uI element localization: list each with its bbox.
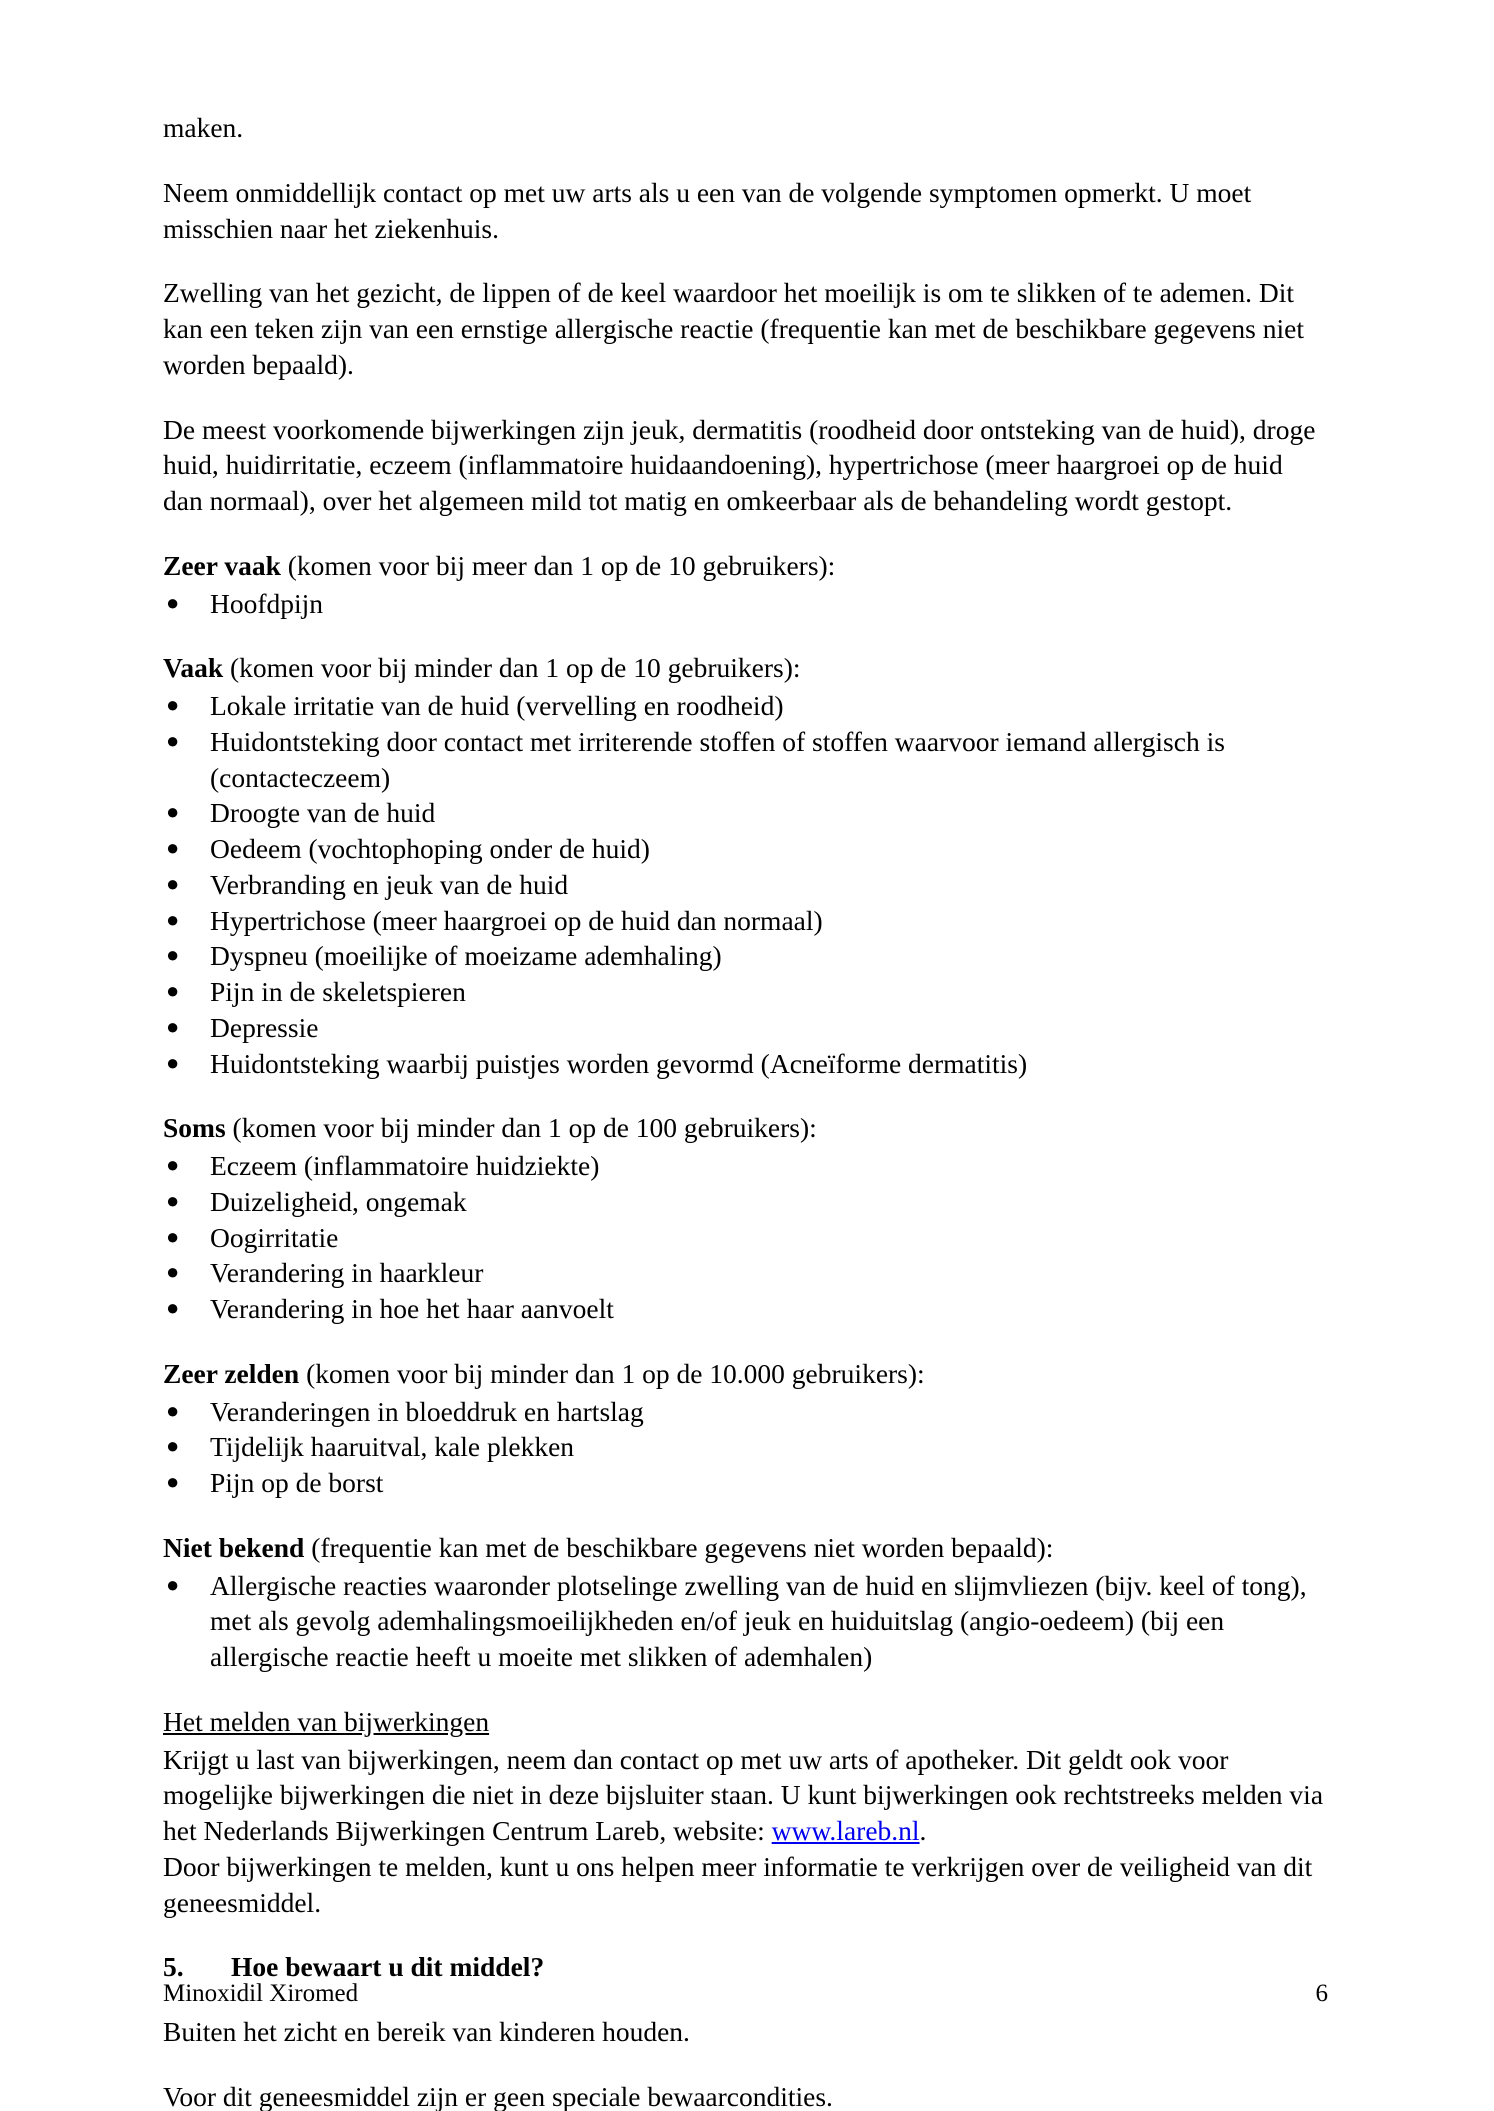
list-item-label: Oedeem (vochtophoping onder de huid) [210, 833, 650, 864]
list-item-label: Depressie [210, 1011, 319, 1043]
list-item [163, 1010, 1328, 1046]
frequency-list-zeer-zelden [163, 1394, 1328, 1501]
bullet-icon: ● [166, 1571, 180, 1597]
reporting-closing-paragraph: Door bijwerkingen te melden, kunt u ons helpen meer informatie te verkrijgen over de veiligheid van dit geneesmiddel. [163, 1850, 1313, 1918]
bullet-icon: ● [166, 1397, 180, 1423]
frequency-title: Zeer zelden [163, 1357, 300, 1389]
frequency-heading-niet-bekend [163, 1530, 1328, 1566]
bullet-icon: ● [166, 1433, 180, 1459]
list-item-label: Hypertrichose (meer haargroei op de huid dan normaal) [210, 904, 823, 936]
paragraph-urgent-contact: Neem onmiddellijk contact op met uw arts als u een van de volgende symptomen opmerkt. U moet misschien naar het ziekenhuis. [163, 176, 1252, 244]
storage-paragraph-1: Buiten het zicht en bereik van kinderen houden. [163, 2016, 690, 2047]
bullet-icon: ● [166, 906, 180, 932]
list-item-label: Verandering in haarkleur [210, 1257, 484, 1289]
list-item [163, 688, 1328, 724]
frequency-list-niet-bekend [163, 1568, 1328, 1675]
bullet-icon: ● [166, 1295, 180, 1320]
frequency-list-soms [163, 1148, 1328, 1327]
list-item [163, 1255, 1328, 1291]
list-item [163, 1148, 1328, 1184]
list-item-label: Oogirritatie [210, 1221, 339, 1253]
bullet-icon: ● [166, 1013, 180, 1039]
list-item [163, 903, 1328, 939]
frequency-qualifier: (frequentie kan met de beschikbare gegevens niet worden bepaald): [304, 1531, 1054, 1563]
list-item [163, 586, 1328, 622]
frequency-list-zeer-vaak [163, 586, 1328, 622]
reporting-text-after-link: . [919, 1815, 927, 1846]
reporting-heading: Het melden van bijwerkingen [163, 1705, 490, 1737]
frequency-qualifier: (komen voor bij minder dan 1 op de 100 gebruikers): [225, 1112, 817, 1144]
list-item-label: Hoofdpijn [210, 587, 324, 619]
bullet-icon: ● [166, 978, 180, 1003]
list-item-label: Tijdelijk haaruitval, kale plekken [210, 1431, 575, 1463]
list-item [163, 938, 1328, 974]
bullet-icon: ● [166, 727, 180, 753]
page-content [163, 110, 1328, 2111]
reporting-paragraph [163, 1742, 1328, 1849]
section-number: 5. [163, 1951, 184, 1983]
list-item-label: Allergische reacties waaronder plotselinge zwelling van de huid en slijmvliezen (bijv. keel of tong), met als gevolg ademhalingsmoeilijkheden en/of jeuk en huiduitslag (angio-oedeem) (bij een allergische reactie heeft u moeite met slikken of ademhalen) [210, 1569, 1307, 1672]
bullet-icon: ● [166, 942, 180, 968]
paragraph-swelling-warning: Zwelling van het gezicht, de lippen of de keel waardoor het moeilijk is om te slikken of te ademen. Dit kan een teken zijn van een ernstige allergische reactie (frequentie kan met de beschikbare gegevens niet worden bepaald). [163, 277, 1304, 380]
list-item [163, 1394, 1328, 1430]
lareb-website-link[interactable]: www.lareb.nl [771, 1815, 920, 1846]
list-item-label: Droogte van de huid [210, 797, 436, 829]
frequency-heading-zeer-zelden [163, 1356, 1328, 1392]
bullet-icon: ● [166, 1152, 180, 1177]
paragraph-continuation: maken. [163, 112, 244, 143]
list-item [163, 831, 1328, 867]
list-item-label: Eczeem (inflammatoire huidziekte) [210, 1150, 600, 1181]
list-item [163, 1184, 1328, 1220]
list-item [163, 1046, 1328, 1082]
bullet-icon: ● [166, 589, 180, 615]
footer-page-number: 6 [1315, 1980, 1328, 2007]
list-item-label: Verandering in hoe het haar aanvoelt [210, 1293, 614, 1324]
list-item [163, 795, 1328, 831]
bullet-icon: ● [166, 799, 180, 825]
frequency-heading-soms [163, 1110, 1328, 1146]
reporting-text-before-link: Krijgt u last van bijwerkingen, neem dan contact op met uw arts of apotheker. Dit geldt ook voor mogelijke bijwerkingen die niet in deze bijsluiter staan. U kunt bijwerkingen ook rechtstreeks melden via het Nederlands Bijwerkingen Centrum Lareb, website: [163, 1743, 1324, 1846]
list-item-label: Huidontsteking waarbij puistjes worden gevormd (Acneïforme dermatitis) [210, 1047, 1028, 1079]
list-item [163, 724, 1328, 796]
list-item-label: Verbranding en jeuk van de huid [210, 868, 569, 900]
bullet-icon: ● [166, 1469, 180, 1494]
list-item [163, 1429, 1328, 1465]
frequency-qualifier: (komen voor bij minder dan 1 op de 10.000 gebruikers): [299, 1357, 925, 1389]
list-item [163, 1465, 1328, 1501]
page-footer [163, 1978, 1328, 2011]
bullet-icon: ● [166, 1187, 180, 1213]
frequency-title: Niet bekend [163, 1531, 305, 1563]
frequency-qualifier: (komen voor bij meer dan 1 op de 10 gebruikers): [280, 549, 836, 581]
list-item [163, 1568, 1328, 1675]
frequency-qualifier: (komen voor bij minder dan 1 op de 10 gebruikers): [223, 652, 801, 684]
bullet-icon: ● [166, 692, 180, 717]
bullet-icon: ● [166, 1223, 180, 1249]
list-item [163, 1291, 1328, 1327]
bullet-icon: ● [166, 870, 180, 896]
bullet-icon: ● [166, 1049, 180, 1075]
section-title: Hoe bewaart u dit middel? [231, 1951, 545, 1983]
list-item-label: Pijn in de skeletspieren [210, 976, 466, 1007]
list-item [163, 1220, 1328, 1256]
list-item-label: Dyspneu (moeilijke of moeizame ademhaling) [210, 940, 722, 972]
list-item [163, 974, 1328, 1010]
storage-paragraph-2: Voor dit geneesmiddel zijn er geen speciale bewaarcondities. [163, 2080, 833, 2111]
frequency-heading-vaak [163, 650, 1328, 686]
frequency-title: Zeer vaak [163, 549, 281, 581]
list-item [163, 867, 1328, 903]
bullet-icon: ● [166, 835, 180, 860]
frequency-list-vaak [163, 688, 1328, 1081]
list-item-label: Huidontsteking door contact met irriterende stoffen of stoffen waarvoor iemand allergisch is (contacteczeem) [210, 725, 1225, 793]
frequency-title: Soms [163, 1112, 226, 1144]
list-item-label: Lokale irritatie van de huid (vervelling en roodheid) [210, 690, 784, 721]
list-item-label: Duizeligheid, ongemak [210, 1185, 467, 1217]
frequency-heading-zeer-vaak [163, 548, 1328, 584]
footer-product-name: Minoxidil Xiromed [163, 1980, 359, 2007]
paragraph-common-summary: De meest voorkomende bijwerkingen zijn jeuk, dermatitis (roodheid door ontsteking van de huid), droge huid, huidirritatie, eczeem (inflammatoire huidaandoening), hypertrichose (meer haargroei op de huid dan normaal), over het algemeen mild tot matig en omkeerbaar als de behandeling wordt gestopt. [163, 413, 1316, 516]
bullet-icon: ● [166, 1259, 180, 1285]
list-item-label: Pijn op de borst [210, 1467, 384, 1498]
frequency-title: Vaak [163, 652, 224, 684]
list-item-label: Veranderingen in bloeddruk en hartslag [210, 1395, 644, 1427]
